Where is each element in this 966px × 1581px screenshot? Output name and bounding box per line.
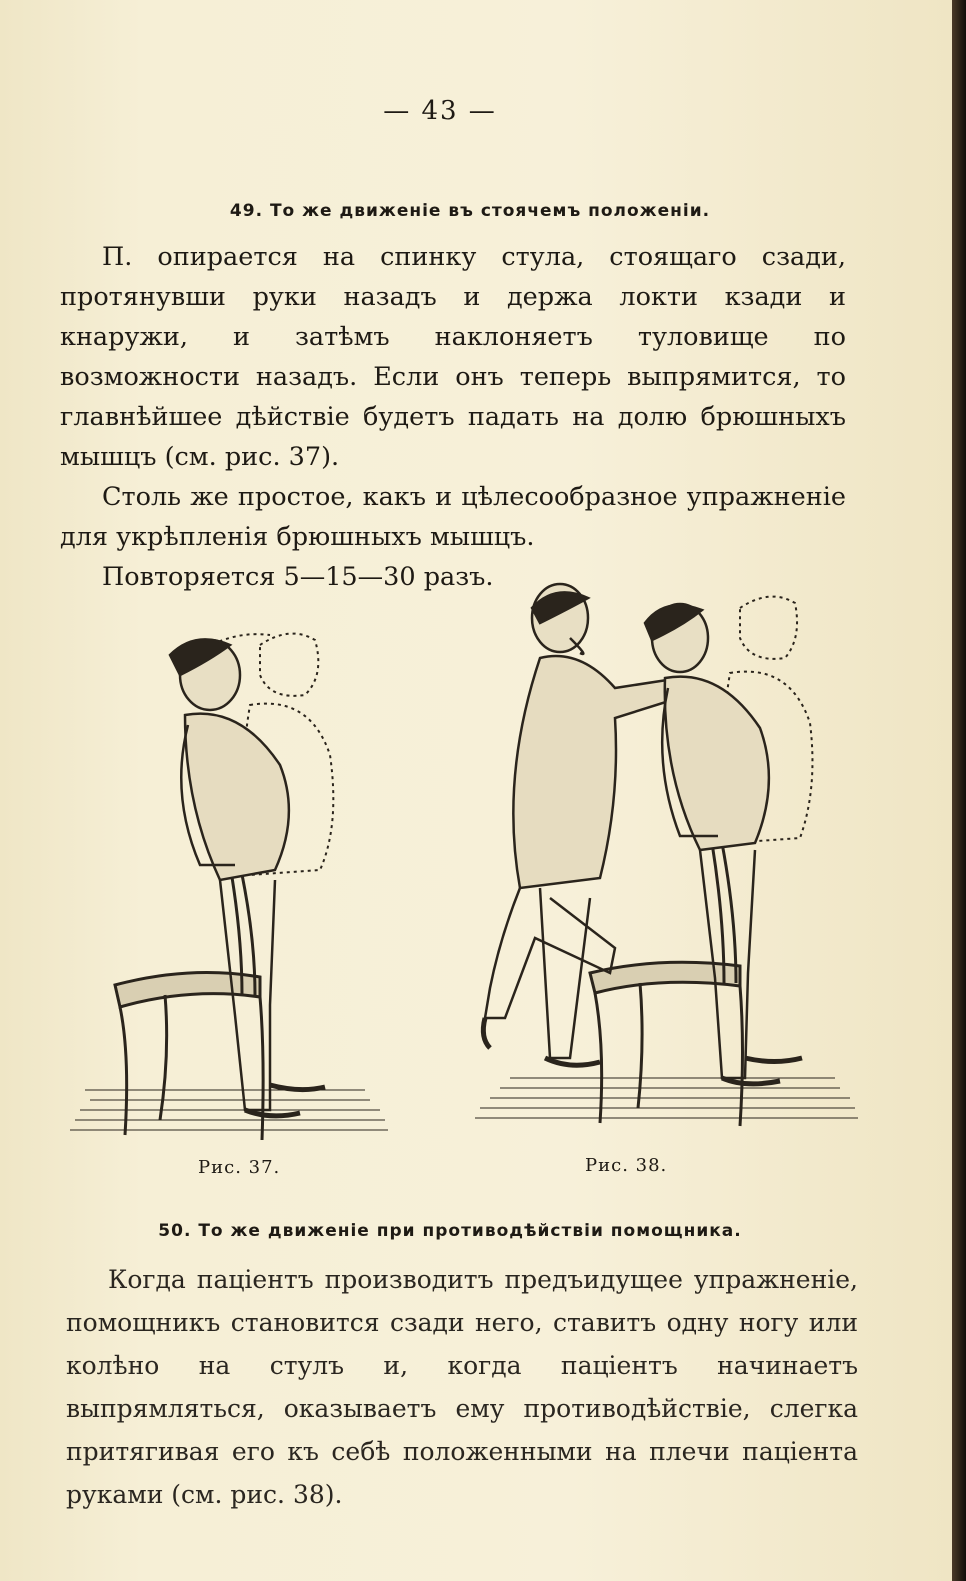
section-49-heading: 49. То же движеніе въ стоячемъ положеніи. — [229, 201, 711, 221]
page-edge-shadow — [952, 0, 966, 1581]
paragraph: П. опирается на спинку стула, стоящаго сзади, протянувши руки назадъ и держа локти кзади и кнаружи, и затѣмъ наклоняетъ туловище по возможности назадъ. Если онъ теперь выпрямится, то главнѣйшее дѣйствіе будетъ падать на долю брюшныхъ мышцъ (см. рис. 37). — [60, 242, 846, 472]
standing-man — [170, 639, 325, 1116]
section-50-heading: 50. То же движеніе при противодѣйствіи помощника. — [158, 1221, 742, 1241]
paragraph: Столь же простое, какъ и цѣлесообразное упражненіе для укрѣпленія брюшныхъ мышцъ. — [60, 482, 846, 552]
chair — [590, 843, 743, 1126]
patient-man — [645, 604, 802, 1084]
floor-shadow — [475, 1078, 858, 1118]
figure-38-illustration — [440, 578, 860, 1146]
figure-37-caption: Рис. 37. — [198, 1157, 281, 1178]
chair — [115, 865, 263, 1140]
figure-38-caption: Рис. 38. — [585, 1155, 668, 1176]
floor-shadow — [70, 1090, 388, 1130]
section-50-text — [66, 1258, 858, 1516]
section-49-text — [60, 237, 846, 597]
page-number: — 43 — — [383, 96, 497, 126]
helper-man — [483, 584, 685, 1065]
paragraph: Когда паціентъ производитъ предъидущее упражненіе, помощникъ становится сзади него, ставитъ одну ногу или колѣно на стулъ и, когда паціентъ начинаетъ выпрямляться, оказываетъ ему противодѣйствіе, слегка притягивая его къ себѣ положенными на плечи паціента руками (см. рис. 38). — [66, 1265, 858, 1509]
figure-37-illustration — [70, 615, 390, 1145]
paragraph: Повторяется 5—15—30 разъ. — [102, 562, 494, 592]
